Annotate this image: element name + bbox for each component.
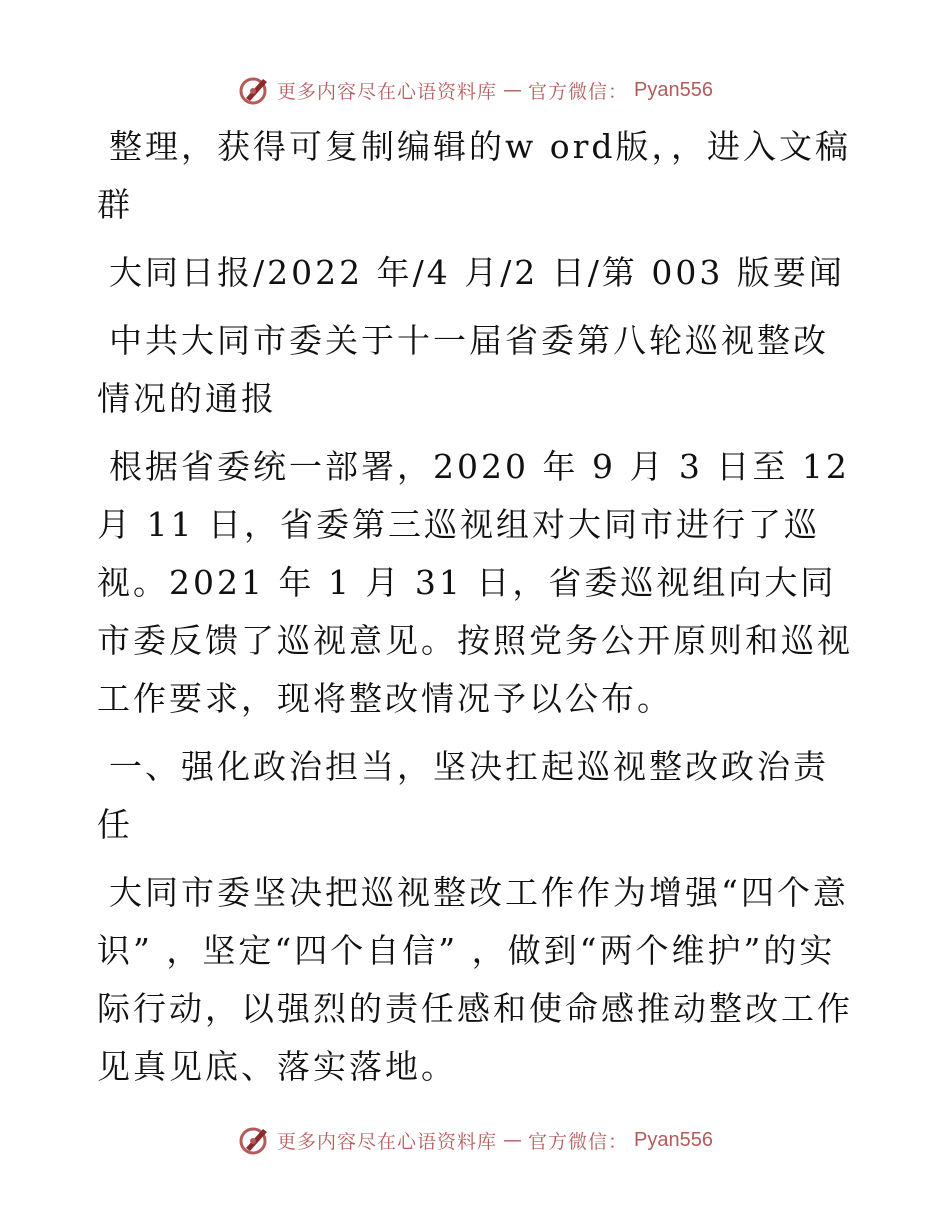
- paragraph-section-1: 大同市委坚决把巡视整改工作作为增强“四个意识” ，坚定“四个自信” ，做到“两个维护”的实际行动，以强烈的责任感和使命感推动整改工作见真见底、落实落地。: [97, 873, 853, 1086]
- watermark-wechat-id: Pyan556: [634, 78, 713, 101]
- pen-circle-icon: [237, 1123, 271, 1157]
- watermark-brand: 更多内容尽在心语资料库: [277, 1130, 498, 1153]
- document-body: [97, 118, 864, 1106]
- paragraph-intro: 整理，获得可复制编辑的w ord版，，进入文稿群: [97, 127, 852, 224]
- watermark-separator: —: [503, 79, 523, 101]
- section-heading-1: 一、强化政治担当，坚决扛起巡视整改政治责任: [97, 747, 829, 844]
- watermark-separator: —: [503, 1129, 523, 1151]
- footer-watermark: [0, 1120, 950, 1160]
- document-title: 中共大同市委关于十一届省委第八轮巡视整改情况的通报: [97, 321, 829, 418]
- watermark-brand: 更多内容尽在心语资料库: [277, 80, 498, 103]
- header-watermark: [0, 70, 950, 110]
- watermark-wechat-label: 官方微信：: [528, 80, 629, 103]
- watermark-wechat-label: 官方微信：: [528, 1130, 629, 1153]
- watermark-wechat-id: Pyan556: [634, 1128, 713, 1151]
- paragraph-source: 大同日报/2022 年/4 月/2 日/第 003 版要闻: [109, 253, 845, 292]
- pen-circle-icon: [237, 73, 271, 107]
- paragraph-background: 根据省委统一部署，2020 年 9 月 3 日至 12 月 11 日，省委第三巡视组对大同市进行了巡视。2021 年 1 月 31 日，省委巡视组向大同市委反馈了巡视意见。按照党务公开原则和巡视工作要求，现将整改情况予以公布。: [97, 447, 864, 718]
